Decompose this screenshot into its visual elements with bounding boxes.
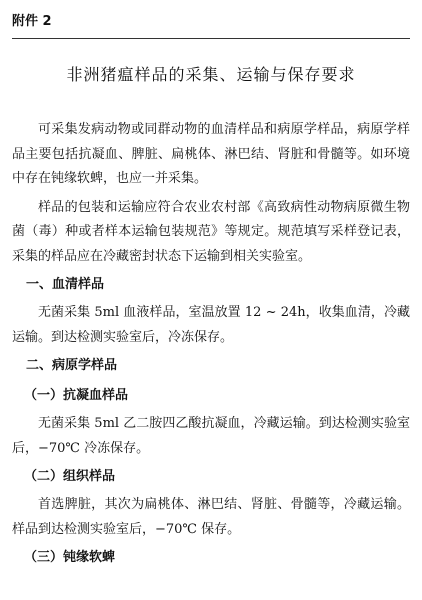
subsection-heading-tissue: （二）组织样品 — [24, 469, 116, 484]
attachment-label: 附件 2 — [12, 14, 52, 29]
intro-paragraph-2: 样品的包装和运输应符合农业农村部《高致病性动物病原微生物菌（毒）种或者样本运输包装规范》等规定。规范填写采样登记表，采集的样品应在冷藏密封状态下运输到相关实验室。 — [12, 199, 410, 264]
section-text-serum: 无菌采集 5ml 血液样品，室温放置 12 ~ 24h，收集血清，冷藏运输。到达检测实验室后，冷冻保存。 — [12, 305, 410, 345]
section-heading-pathogen: 二、病原学样品 — [26, 358, 118, 373]
subsection-text-anticoagulant: 无菌采集 5ml 乙二胺四乙酸抗凝血，冷藏运输。到达检测实验室后，−70℃ 冷冻保存。 — [12, 416, 410, 456]
subsection-heading-anticoagulant: （一）抗凝血样品 — [24, 388, 129, 403]
document-title: 非洲猪瘟样品的采集、运输与保存要求 — [66, 65, 356, 84]
document-body — [12, 118, 410, 574]
subsection-heading-tick: （三）钝缘软蜱 — [24, 550, 116, 565]
header-divider — [12, 38, 410, 39]
intro-paragraph-1: 可采集发病动物或同群动物的血清样品和病原学样品，病原学样品主要包括抗凝血、脾脏、扁桃体、淋巴结、肾脏和骨髓等。如环境中存在钝缘软蜱，也应一并采集。 — [12, 122, 410, 186]
section-heading-serum: 一、血清样品 — [26, 277, 105, 292]
subsection-text-tissue: 首选脾脏，其次为扁桃体、淋巴结、肾脏、骨髓等，冷藏运输。样品到达检测实验室后，−70℃ 保存。 — [12, 497, 410, 537]
